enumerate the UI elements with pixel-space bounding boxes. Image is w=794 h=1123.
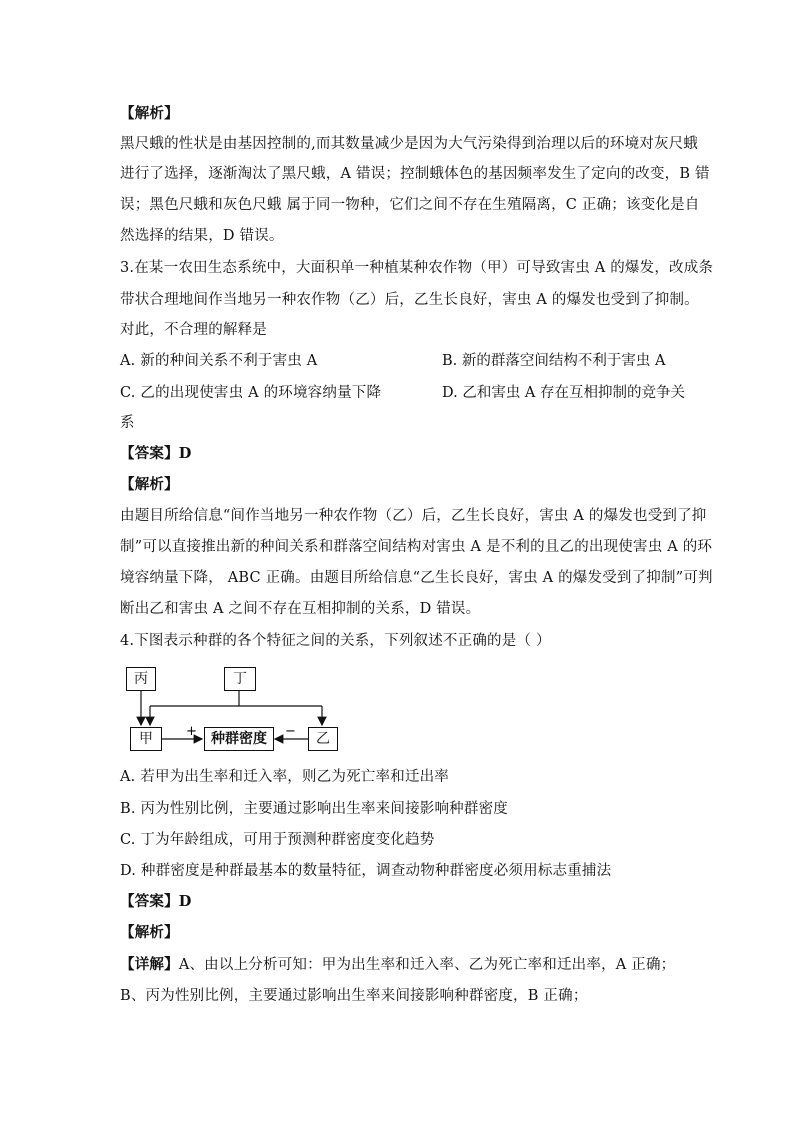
question-3-analysis-line: 由题目所给信息“间作当地另一种农作物（乙）后，乙生长良好，害虫 A 的爆发也受到了抑 — [120, 508, 707, 524]
detail-label: 【详解】 — [120, 956, 179, 973]
question-3-stem-line: 对此，不合理的解释是 — [120, 322, 267, 338]
question-3-option-b: B. 新的群落空间结构不利于害虫 A — [442, 353, 666, 369]
analysis-line: 误；黑色尺蛾和灰色尺蛾 属于同一物种，它们之间不存在生殖隔离，C 正确；该变化是自 — [120, 197, 700, 213]
analysis-line: 然选择的结果，D 错误。 — [120, 228, 284, 244]
plus-sign: + — [186, 724, 197, 739]
analysis-heading-1: 【解析】 — [120, 105, 179, 122]
question-4-stem: 4.下图表示种群的各个特征之间的关系，下列叙述不正确的是（ ） — [120, 633, 551, 649]
question-3-answer: 【答案】D — [120, 445, 192, 462]
question-3-stem-line: 带状合理地间作当地另一种农作物（乙）后，乙生长良好，害虫 A 的爆发也受到了抑制。 — [120, 292, 699, 308]
question-4-detail-line: B、丙为性别比例，主要通过影响出生率来间接影响种群密度，B 正确； — [120, 988, 588, 1004]
detail-text: A、由以上分析可知：甲为出生率和迁入率、乙为死亡率和迁出率，A 正确； — [178, 957, 676, 973]
question-3-analysis-line: 境容纳量下降， ABC 正确。由题目所给信息“乙生长良好，害虫 A 的爆发受到了抑制”可判 — [120, 570, 713, 586]
node-yi: 乙 — [308, 727, 338, 751]
node-ding: 丁 — [224, 667, 256, 691]
question-4-option-b: B. 丙为性别比例，主要通过影响出生率来间接影响种群密度 — [120, 801, 508, 817]
question-4-analysis-heading: 【解析】 — [120, 924, 179, 941]
question-4-option-a: A. 若甲为出生率和迁入率，则乙为死亡率和迁出率 — [120, 769, 449, 785]
analysis-line: 黑尺蛾的性状是由基因控制的,而其数量减少是因为大气污染得到治理以后的环境对灰尺蛾 — [120, 136, 699, 152]
node-bing: 丙 — [126, 667, 156, 691]
question-3-analysis-heading: 【解析】 — [120, 476, 179, 493]
question-4-option-c: C. 丁为年龄组成，可用于预测种群密度变化趋势 — [120, 832, 435, 848]
node-population-density: 种群密度 — [204, 727, 274, 751]
question-3-analysis-line: 断出乙和害虫 A 之间不存在互相抑制的关系，D 错误。 — [120, 601, 481, 617]
question-3-option-a: A. 新的种间关系不利于害虫 A — [120, 353, 318, 369]
question-3-stem-line: 3.在某一农田生态系统中，大面积单一种植某种农作物（甲）可导致害虫 A 的爆发，改成条 — [120, 260, 714, 276]
node-jia: 甲 — [130, 727, 162, 751]
minus-sign: − — [285, 724, 296, 739]
question-3-option-d-continued: 系 — [120, 415, 135, 431]
question-3-option-c: C. 乙的出现使害虫 A 的环境容纳量下降 — [120, 385, 382, 401]
question-4-answer: 【答案】D — [120, 893, 192, 910]
question-3-analysis-line: 制”可以直接推出新的种间关系和群落空间结构对害虫 A 是不利的且乙的出现使害虫 A 的环 — [120, 539, 713, 555]
analysis-line: 进行了选择，逐渐淘汰了黑尺蛾，A 错误；控制蛾体色的基因频率发生了定向的改变，B 错 — [120, 166, 710, 182]
question-4-option-d: D. 种群密度是种群最基本的数量特征，调查动物种群密度必须用标志重捕法 — [120, 863, 612, 879]
question-3-option-d: D. 乙和害虫 A 存在互相抑制的竞争关 — [442, 385, 686, 401]
question-4-detail-line — [120, 955, 680, 975]
